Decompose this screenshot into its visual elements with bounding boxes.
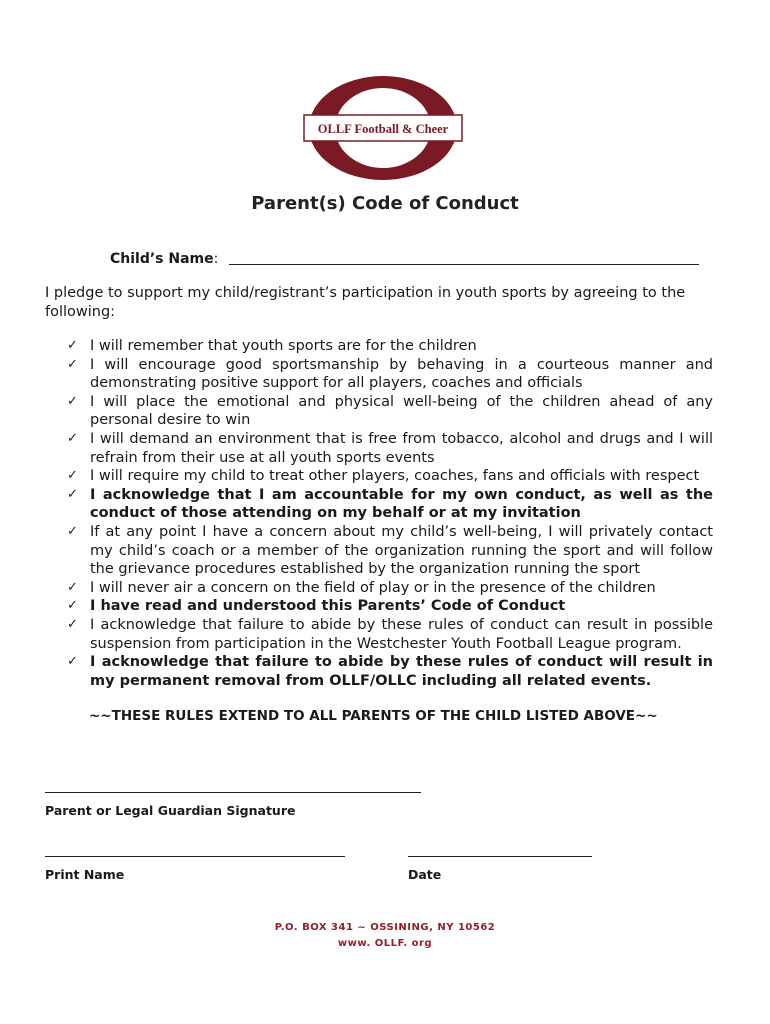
date-field[interactable] <box>408 856 592 857</box>
pledge-text: I will place the emotional and physical well-being of the children ahead of any personal desire to win <box>90 393 713 429</box>
page-title: Parent(s) Code of Conduct <box>251 193 519 214</box>
pledge-text: If at any point I have a concern about my child’s well-being, I will privately contact my child’s coach or a member of the organization running the sport and will follow the grievance procedures established by the organization running the sport <box>90 523 713 578</box>
pledge-item <box>67 523 713 579</box>
pledge-text: I acknowledge that failure to abide by these rules of conduct will result in my permanent removal from OLLF/OLLC including all related events. <box>90 654 713 689</box>
checkmark-icon: ✓ <box>67 523 78 539</box>
checkmark-icon: ✓ <box>67 393 78 409</box>
signature-field[interactable] <box>45 792 421 793</box>
checkmark-icon: ✓ <box>67 616 78 632</box>
checkmark-icon: ✓ <box>67 598 78 614</box>
footer <box>0 920 770 952</box>
checkmark-icon: ✓ <box>67 338 78 353</box>
checkmark-icon: ✓ <box>67 430 78 446</box>
checkmark-icon: ✓ <box>67 468 78 484</box>
pledge-item <box>67 597 713 616</box>
date-label: Date <box>408 867 442 882</box>
print-name-label: Print Name <box>45 867 125 882</box>
signature-label: Parent or Legal Guardian Signature <box>45 803 296 818</box>
logo-text: OLLF Football & Cheer <box>317 122 449 136</box>
rules-note: ~~THESE RULES EXTEND TO ALL PARENTS OF THE CHILD LISTED ABOVE~~ <box>89 708 658 724</box>
footer-website: www. OLLF. org <box>337 938 433 949</box>
child-name-row: Child’s Name: <box>110 250 699 267</box>
pledge-item <box>67 467 713 486</box>
checkmark-icon: ✓ <box>67 654 78 670</box>
pledge-item <box>67 653 713 690</box>
pledge-intro: I pledge to support my child/registrant’s participation in youth sports by agreeing to the following: <box>45 285 686 320</box>
pledge-text: I acknowledge that I am accountable for my own conduct, as well as the conduct of those attending on my behalf or at my invitation <box>90 486 713 522</box>
pledge-text: I have read and understood this Parents’ Code of Conduct <box>90 598 566 615</box>
child-name-label: Child’s Name <box>110 251 214 267</box>
pledge-text: I acknowledge that failure to abide by these rules of conduct can result in possible suspension from participation in the Westchester Youth Football League program. <box>90 616 713 652</box>
checkmark-icon: ✓ <box>67 356 78 372</box>
pledge-list <box>67 337 713 690</box>
pledge-item <box>67 486 713 523</box>
ollf-logo <box>300 70 466 186</box>
pledge-item <box>67 616 713 653</box>
pledge-item <box>67 356 713 393</box>
checkmark-icon: ✓ <box>67 486 78 502</box>
checkmark-icon: ✓ <box>67 579 78 595</box>
pledge-item <box>67 430 713 467</box>
pledge-text: I will encourage good sportsmanship by behaving in a courteous manner and demonstrating positive support for all players, coaches and officials <box>90 356 713 392</box>
pledge-item <box>67 393 713 430</box>
pledge-text: I will require my child to treat other players, coaches, fans and officials with respect <box>90 468 700 485</box>
footer-address: P.O. BOX 341 ~ OSSINING, NY 10562 <box>274 922 496 933</box>
pledge-text: I will remember that youth sports are for the children <box>90 338 477 354</box>
pledge-item <box>67 337 713 356</box>
child-name-field[interactable] <box>229 250 699 265</box>
pledge-item <box>67 579 713 598</box>
pledge-text: I will never air a concern on the field of play or in the presence of the children <box>90 579 656 596</box>
pledge-text: I will demand an environment that is free from tobacco, alcohol and drugs and I will refrain from their use at all youth sports events <box>90 430 713 466</box>
print-name-field[interactable] <box>45 856 345 857</box>
